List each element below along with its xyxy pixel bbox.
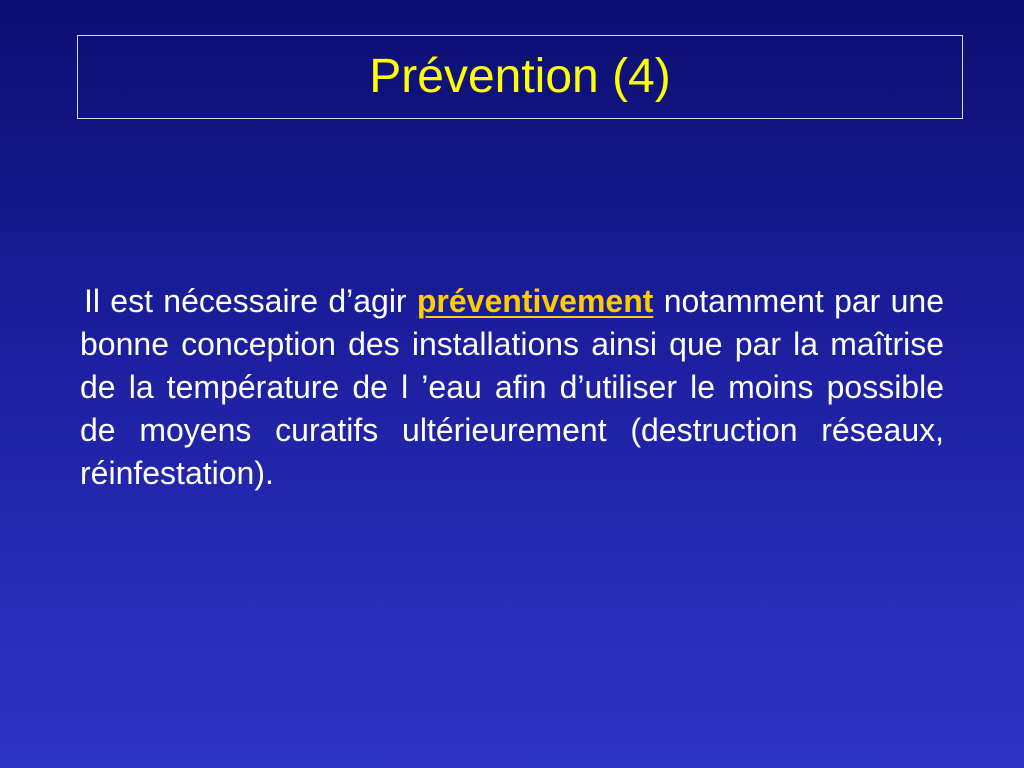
title-frame xyxy=(77,35,963,119)
paragraph-intro: Il est nécessaire d’agir xyxy=(84,283,417,319)
slide-title: Prévention (4) xyxy=(369,50,671,103)
paragraph-rest: notamment par une bonne conception des installations ainsi que par la maîtrise de la température de l ’eau afin d’utiliser le moins possible de moyens curatifs ultérieurement (destruction réseaux, réinfestation). xyxy=(80,283,945,491)
emphasized-word: préventivement xyxy=(416,283,654,319)
body-paragraph xyxy=(80,280,944,495)
